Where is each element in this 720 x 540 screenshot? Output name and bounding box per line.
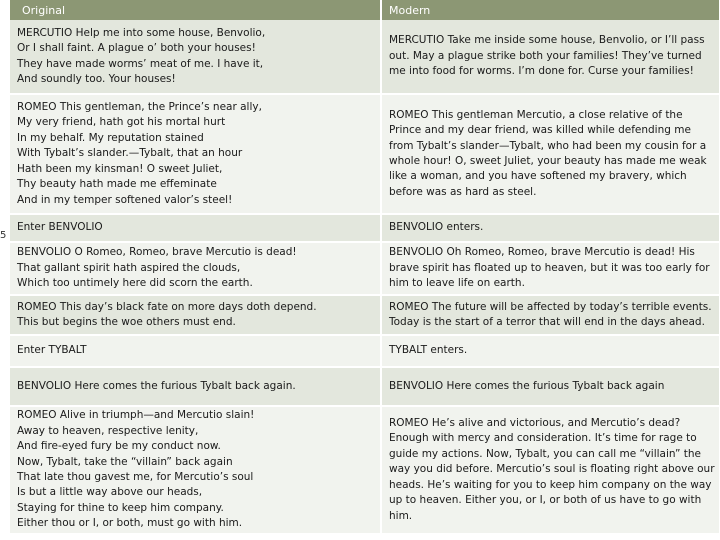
line-text: He’s alive and victorious, and Mercutio’s dead? Enough with mercy and consideration. It’s time for rage to guide my actions. Now, Tybalt, you can call me “villain” the way you did before. Mercutio’s soul is floating right above our heads. He’s waiting for you to keep him company on the way up to heaven. Either you, or I, or both of us have to go with him. (389, 417, 715, 522)
table-row (10, 367, 720, 406)
speaker-name: ROMEO (389, 300, 429, 313)
original-column-header: Original (10, 0, 381, 20)
modern-cell (381, 367, 720, 406)
line-text: Take me inside some house, Benvolio, or I’ll pass out. May a plague strike both your families! They’ve turned me into food for worms. I’m done for. Curse your families! (389, 34, 705, 78)
table-row (10, 94, 720, 214)
speaker-name: ROMEO (389, 108, 429, 121)
speaker-name: ROMEO (17, 101, 57, 114)
line-text: O Romeo, Romeo, brave Mercutio is dead! That gallant spirit hath aspired the clouds, Which too untimely here did scorn the earth. (17, 246, 297, 290)
original-cell (10, 295, 381, 335)
table-row (10, 242, 720, 295)
original-cell (10, 367, 381, 406)
modern-cell (381, 20, 720, 94)
stage-direction-label: Enter (17, 221, 46, 234)
line-text: enters. (443, 221, 484, 234)
speaker-name: BENVOLIO (389, 379, 444, 392)
speaker-name: BENVOLIO (17, 246, 72, 259)
table-row (10, 214, 720, 242)
speaker-name: MERCUTIO (389, 34, 445, 47)
speaker-name: TYBALT (389, 344, 428, 357)
header-row (10, 0, 720, 20)
line-text: Help me into some house, Benvolio, Or I shall faint. A plague o’ both your houses! They have made worms’ meat of me. I have it, And soundly too. Your houses! (17, 26, 266, 85)
table-row (10, 335, 720, 367)
speaker-name: BENVOLIO (17, 379, 72, 392)
stage-direction-label: Enter (17, 344, 46, 357)
original-cell (10, 335, 381, 367)
modern-cell (381, 335, 720, 367)
original-cell (10, 406, 381, 534)
original-cell (10, 20, 381, 94)
line-gutter (0, 0, 10, 540)
line-text: This gentleman, the Prince’s near ally, My very friend, hath got his mortal hurt In my behalf. My reputation stained With Tybalt’s slander.—Tybalt, that an hour Hath been my kinsman! O sweet Juliet, Thy beauty hath made me effeminate And in my temper softened valor’s steel! (17, 101, 262, 206)
table-row (10, 406, 720, 534)
table-row (10, 295, 720, 335)
original-cell (10, 94, 381, 214)
line-text: Alive in triumph—and Mercutio slain! Away to heaven, respective lenity, And fire-eyed fury be my conduct now. Now, Tybalt, take the “villain” back again That late thou gavest me, for Mercutio’s soul Is but a little way above our heads, Staying for thine to keep him company. Either thou or I, or both, must go with him. (17, 409, 255, 530)
line-text: Here comes the furious Tybalt back again. (71, 379, 296, 392)
translation-table (10, 0, 720, 535)
original-cell (10, 214, 381, 242)
speaker-name: ROMEO (389, 417, 429, 430)
table-row (10, 20, 720, 94)
line-number: 5 (0, 230, 7, 241)
modern-cell (381, 94, 720, 214)
line-text: BENVOLIO (45, 221, 103, 234)
speaker-name: BENVOLIO (389, 246, 444, 259)
speaker-name: MERCUTIO (17, 26, 73, 39)
modern-cell (381, 406, 720, 534)
speaker-name: ROMEO (17, 300, 57, 313)
line-text: enters. (427, 344, 468, 357)
modern-cell (381, 242, 720, 295)
line-text: Here comes the furious Tybalt back again (443, 379, 665, 392)
original-cell (10, 242, 381, 295)
modern-cell (381, 295, 720, 335)
modern-cell (381, 214, 720, 242)
line-text: The future will be affected by today’s terrible events. Today is the start of a terror that will end in the days ahead. (389, 300, 712, 328)
line-text: This gentleman Mercutio, a close relative of the Prince and my dear friend, was killed while defending me from Tybalt’s slander—Tybalt, who had been my cousin for a whole hour! O, sweet Juliet, your beauty has made me weak like a woman, and you have softened my bravery, which before was as hard as steel. (389, 108, 707, 198)
modern-column-header: Modern (381, 0, 720, 20)
line-text: This day’s black fate on more days doth depend. This but begins the woe others must end. (17, 300, 317, 328)
line-text: Oh Romeo, Romeo, brave Mercutio is dead! His brave spirit has floated up to heaven, but it was too early for him to leave life on earth. (389, 246, 710, 290)
line-text: TYBALT (45, 344, 87, 357)
speaker-name: ROMEO (17, 409, 57, 422)
speaker-name: BENVOLIO (389, 221, 444, 234)
